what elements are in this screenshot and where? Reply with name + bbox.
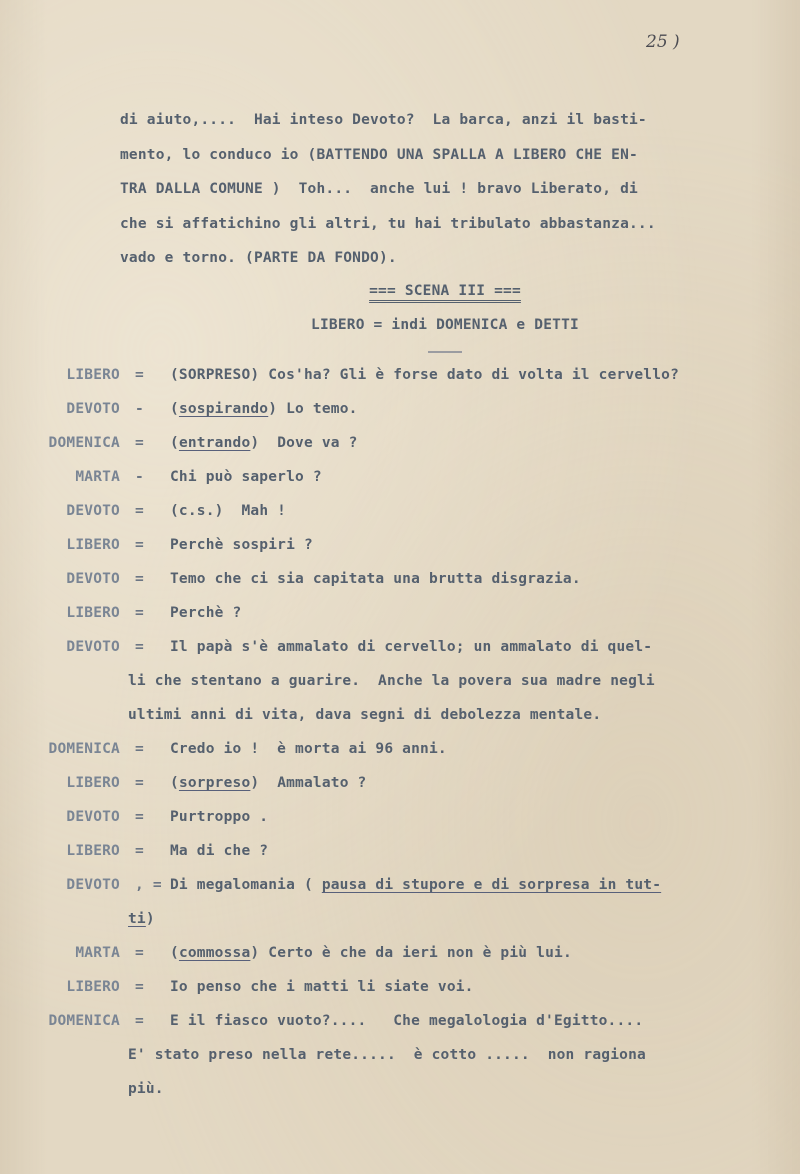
line-text: Dove va ?	[259, 435, 358, 451]
speaker-separator: =	[135, 571, 144, 587]
stage-direction: ti	[128, 911, 146, 927]
dialogue-row	[0, 639, 800, 663]
dialogue-row	[0, 877, 800, 901]
speaker-separator: =	[135, 775, 144, 791]
speaker-name: LIBERO	[66, 367, 120, 383]
dialogue-continuation: ultimi anni di vita, dava segni di debolezza mentale.	[128, 707, 602, 723]
line-text: Mah !	[223, 503, 287, 519]
line-text: Certo è che da ieri non è più lui.	[259, 945, 572, 961]
stage-direction: (c.s.)	[170, 503, 224, 519]
stage-direction: entrando	[178, 435, 251, 451]
dialogue-row	[0, 503, 800, 527]
speaker-separator: =	[135, 367, 144, 383]
speaker-name: LIBERO	[66, 537, 120, 553]
speaker-separator: , =	[135, 877, 162, 893]
line-text: Ma di che ?	[170, 843, 269, 859]
paren-close: )	[145, 911, 155, 927]
dialogue-continuation: li che stentano a guarire. Anche la povera sua madre negli	[128, 673, 655, 689]
speaker-separator: =	[135, 809, 144, 825]
dialogue-text: (entrando) Dove va ?	[170, 435, 358, 451]
dialogue-text	[170, 979, 474, 995]
stage-direction: sospirando	[178, 401, 269, 417]
dialogue-continuation: E' stato preso nella rete..... è cotto ..... non ragiona	[128, 1047, 646, 1063]
dialogue-text	[170, 367, 679, 383]
speaker-separator: =	[135, 945, 144, 961]
line-text: Perchè sospiri ?	[170, 537, 313, 553]
dialogue-text	[170, 537, 313, 553]
dialogue-row	[0, 741, 800, 765]
dialogue-continuation: più.	[128, 1081, 164, 1097]
speaker-separator: =	[135, 1013, 144, 1029]
dialogue-text	[170, 469, 322, 485]
dialogue-row	[0, 673, 800, 697]
paragraph-line: vado e torno. (PARTE DA FONDO).	[120, 250, 397, 266]
dialogue-text: (sorpreso) Ammalato ?	[170, 775, 367, 791]
speaker-name: DOMENICA	[48, 1013, 120, 1029]
paragraph-line: di aiuto,.... Hai inteso Devoto? La barca, anzi il basti-	[120, 112, 647, 128]
dialogue-text	[170, 741, 447, 757]
line-text: Io penso che i matti li siate voi.	[170, 979, 474, 995]
speaker-name: LIBERO	[66, 843, 120, 859]
dialogue-row	[0, 775, 800, 799]
dialogue-text: (commossa) Certo è che da ieri non è più lui.	[170, 945, 572, 961]
stage-direction: (SORPRESO)	[170, 367, 260, 383]
dialogue-row	[0, 809, 800, 833]
dialogue-text	[170, 843, 268, 859]
line-text: Di megalomania (	[170, 877, 322, 893]
speaker-name: DOMENICA	[48, 741, 120, 757]
speaker-name: DEVOTO	[66, 877, 120, 893]
dialogue-text	[170, 639, 652, 655]
speaker-name: LIBERO	[66, 775, 120, 791]
dialogue-row	[0, 1047, 800, 1071]
dialogue-text	[170, 571, 581, 587]
dialogue-row	[0, 1013, 800, 1037]
line-text: Ammalato ?	[259, 775, 367, 791]
line-text: Purtroppo .	[170, 809, 269, 825]
dialogue-row	[0, 367, 800, 391]
speaker-name: DEVOTO	[66, 809, 120, 825]
line-text: Perchè ?	[170, 605, 242, 621]
dialogue-continuation	[128, 911, 155, 927]
paragraph-line: TRA DALLA COMUNE ) Toh... anche lui ! bravo Liberato, di	[120, 181, 638, 197]
dialogue-row	[0, 605, 800, 629]
speaker-separator: =	[135, 741, 144, 757]
speaker-name: MARTA	[75, 469, 120, 485]
dialogue-row	[0, 435, 800, 459]
dialogue-row	[0, 401, 800, 425]
dialogue-text: (sospirando) Lo temo.	[170, 401, 358, 417]
dialogue-text	[170, 1013, 643, 1029]
speaker-separator: -	[135, 401, 144, 417]
dialogue-row	[0, 843, 800, 867]
line-text: Chi può saperlo ?	[170, 469, 322, 485]
dialogue-row	[0, 571, 800, 595]
speaker-name: DEVOTO	[66, 571, 120, 587]
dialogue-row	[0, 537, 800, 561]
line-text: Credo io ! è morta ai 96 anni.	[170, 741, 447, 757]
speaker-separator: =	[135, 639, 144, 655]
dialogue-text	[170, 605, 241, 621]
scene-heading: === SCENA III ===	[369, 283, 521, 299]
speaker-separator: =	[135, 605, 144, 621]
speaker-name: MARTA	[75, 945, 120, 961]
dialogue-text	[170, 809, 268, 825]
line-text: Cos'ha? Gli è forse dato di volta il cervello?	[259, 367, 680, 383]
speaker-separator: -	[135, 469, 144, 485]
speaker-name: LIBERO	[66, 979, 120, 995]
line-text: Lo temo.	[277, 401, 358, 417]
line-text: E il fiasco vuoto?.... Che megalologia d'Egitto....	[170, 1013, 644, 1029]
dialogue-row	[0, 469, 800, 493]
speaker-name: DEVOTO	[66, 401, 120, 417]
speaker-name: DEVOTO	[66, 639, 120, 655]
line-text: Il papà s'è ammalato di cervello; un ammalato di quel-	[170, 639, 653, 655]
dialogue-row	[0, 1081, 800, 1105]
speaker-separator: =	[135, 435, 144, 451]
speaker-name: DOMENICA	[48, 435, 120, 451]
page-number: 25 )	[646, 32, 680, 52]
speaker-separator: =	[135, 979, 144, 995]
speaker-name: DEVOTO	[66, 503, 120, 519]
dialogue-text	[170, 877, 661, 893]
speaker-separator: =	[135, 537, 144, 553]
dialogue-row	[0, 707, 800, 731]
stage-direction: sorpreso	[178, 775, 251, 791]
speaker-name: LIBERO	[66, 605, 120, 621]
paragraph-line: che si affatichino gli altri, tu hai tribulato abbastanza...	[120, 215, 656, 232]
speaker-separator: =	[135, 843, 144, 859]
paragraph-line: mento, lo conduco io (BATTENDO UNA SPALLA A LIBERO CHE EN-	[120, 146, 638, 163]
line-text: Temo che ci sia capitata una brutta disgrazia.	[170, 571, 581, 587]
dialogue-row	[0, 979, 800, 1003]
dialogue-text	[170, 503, 286, 519]
dialogue-row	[0, 945, 800, 969]
stage-direction: commossa	[178, 945, 251, 961]
divider-line	[428, 351, 462, 353]
speaker-separator: =	[135, 503, 144, 519]
stage-direction: pausa di stupore e di sorpresa in tut-	[321, 877, 662, 893]
scene-characters: LIBERO = indi DOMENICA e DETTI	[311, 317, 579, 333]
dialogue-row	[0, 911, 800, 935]
